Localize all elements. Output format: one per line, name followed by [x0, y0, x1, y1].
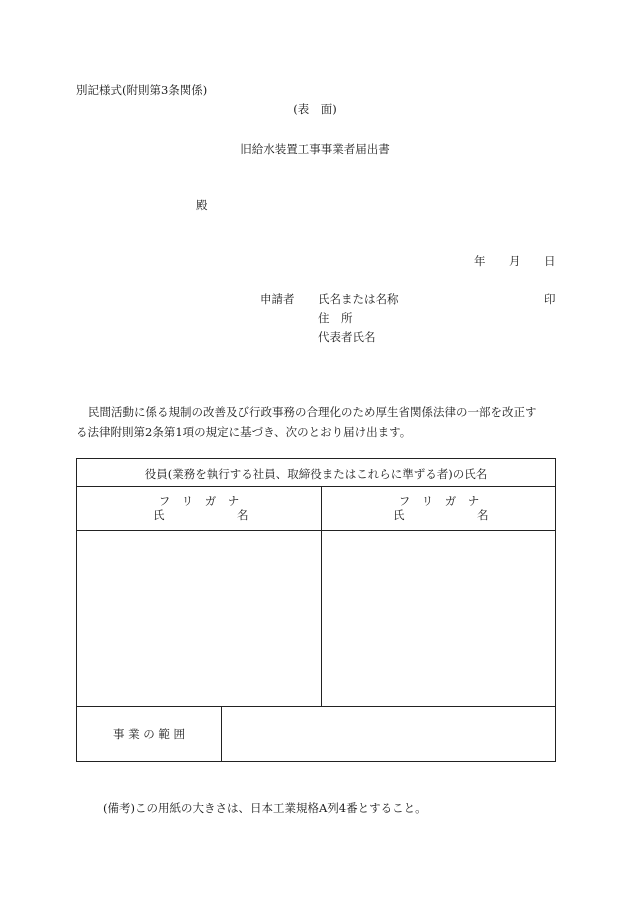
- body-line-1: 民間活動に係る規制の改善及び行政事務の合理化のため厚生省関係法律の一部を改正す: [88, 405, 537, 419]
- applicant-address-label: 住 所: [318, 311, 353, 325]
- furigana-label: フ リ ガ ナ: [398, 494, 480, 508]
- date-year: 年: [474, 254, 486, 268]
- side-label: (表 面): [293, 102, 337, 116]
- form-label: 別記様式(附則第3条関係): [76, 83, 208, 97]
- date-month: 月: [509, 254, 521, 268]
- scope-label-cell: [77, 706, 221, 761]
- body-line-2: る法律附則第2条第1項の規定に基づき、次のとおり届け出ます。: [76, 425, 412, 439]
- name-second-label: 名: [237, 508, 249, 522]
- seal-mark: 印: [544, 292, 556, 306]
- furigana-label: フ リ ガ ナ: [158, 494, 240, 508]
- name-first-label: 氏: [393, 508, 405, 522]
- addressee-suffix: 殿: [196, 198, 208, 212]
- footnote: (備考)この用紙の大きさは、日本工業規格A列4番とすること。: [103, 801, 427, 815]
- column-left-header: [77, 486, 321, 530]
- table-header: 役員(業務を執行する社員、取締役またはこれらに準ずる者)の氏名: [144, 467, 488, 481]
- name-second-label: 名: [477, 508, 489, 522]
- scope-value-cell[interactable]: [221, 706, 557, 761]
- document-title: 旧給水装置工事事業者届出書: [240, 142, 390, 156]
- column-right-header: [321, 486, 557, 530]
- officers-table: [76, 458, 556, 762]
- name-first-label: 氏: [153, 508, 165, 522]
- applicant-name-label: 氏名または名称: [318, 292, 399, 306]
- column-left-entry[interactable]: [77, 530, 321, 706]
- applicant-label: 申請者: [260, 292, 295, 306]
- scope-label: 事 業 の 範 囲: [112, 727, 186, 741]
- date-day: 日: [544, 254, 556, 268]
- representative-label: 代表者氏名: [318, 330, 376, 344]
- column-right-entry[interactable]: [321, 530, 557, 706]
- table-divider: [77, 530, 555, 531]
- column-divider: [321, 486, 322, 706]
